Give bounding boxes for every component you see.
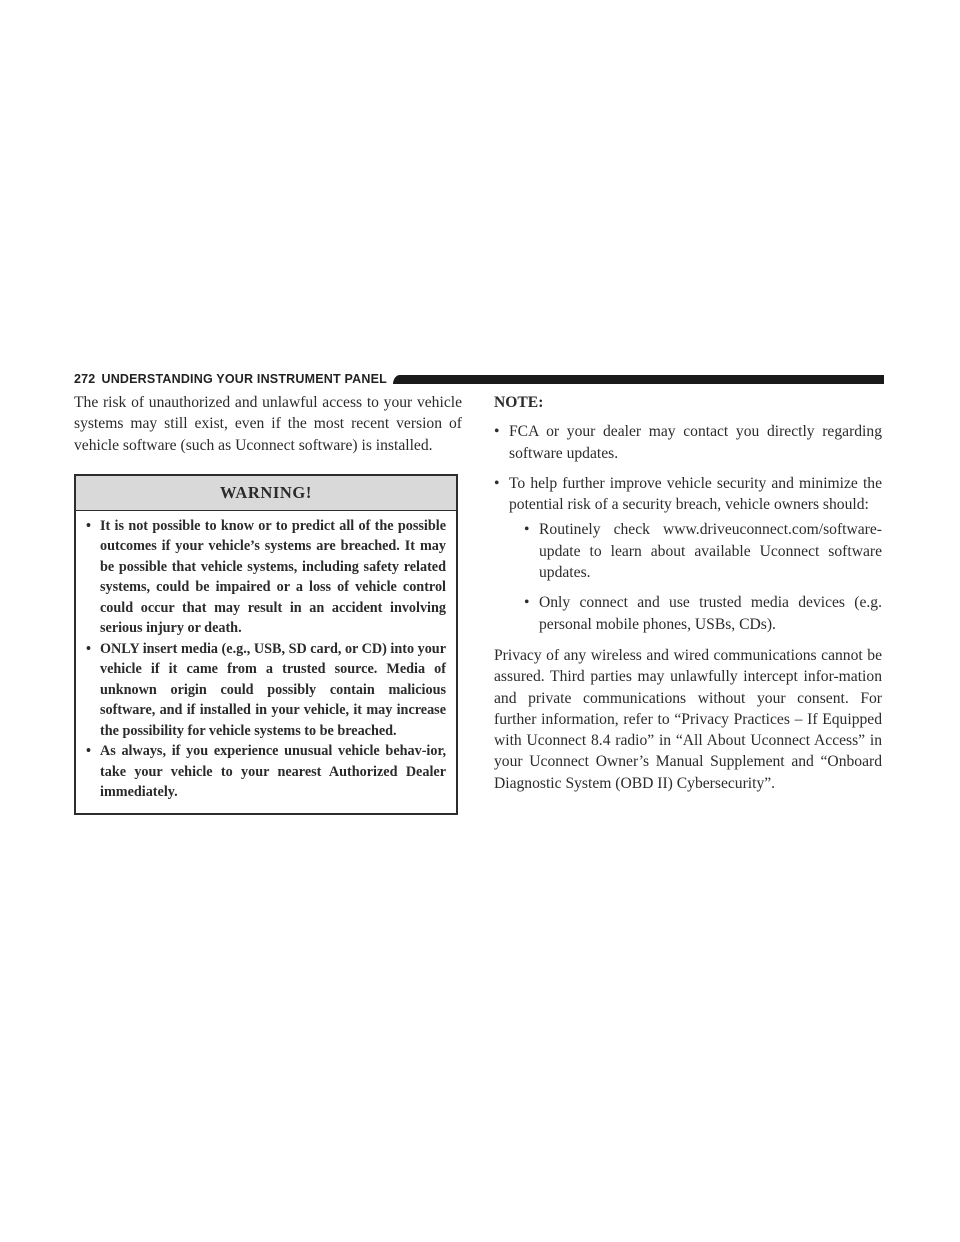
- bullet-icon: •: [86, 743, 91, 760]
- page-number: 272: [74, 372, 96, 386]
- intro-paragraph: The risk of unauthorized and unlawful access to your vehicle systems may still exist, even if the most recent version of vehicle software (such as Uconnect software) is installed.: [74, 394, 462, 454]
- header-rule: [393, 375, 884, 384]
- bullet-icon: •: [86, 517, 91, 534]
- warning-box: [74, 474, 458, 815]
- note-sub-bullet: [524, 592, 882, 635]
- warning-item: [86, 639, 446, 742]
- bullet-icon: •: [524, 521, 530, 539]
- warning-item: [86, 741, 446, 803]
- warning-item-text: ONLY insert media (e.g., USB, SD card, or CD) into your vehicle if it came from a trusted source. Media of unknown origin could possibly contain malicious software, and if installed in your vehicle, it may increase the possibility for vehicle systems to be breached.: [100, 640, 446, 739]
- warning-item: [86, 516, 446, 639]
- note-label: NOTE:: [494, 394, 544, 411]
- warning-item-text: It is not possible to know or to predict all of the possible outcomes if your vehicle’s systems are breached. It may be possible that vehicle systems, including safety related systems, could be impaired or a loss of vehicle control could occur that may result in an accident involving serious injury or death.: [100, 517, 446, 637]
- bullet-icon: •: [494, 423, 500, 441]
- note-sub-bullet-text: Routinely check www.driveuconnect.com/software-update to learn about available Uconnect software updates.: [539, 521, 882, 582]
- left-column: [74, 392, 462, 815]
- warning-item-text: As always, if you experience unusual vehicle behav-ior, take your vehicle to your nearest Authorized Dealer immediately.: [100, 743, 446, 801]
- note-bullet-text: FCA or your dealer may contact you directly regarding software updates.: [509, 423, 882, 462]
- bullet-icon: •: [524, 594, 530, 612]
- note-bullet: [494, 421, 882, 464]
- note-sub-bullet-text: Only connect and use trusted media devices (e.g. personal mobile phones, USBs, CDs).: [539, 594, 882, 633]
- note-bullet: [494, 473, 882, 635]
- section-title: UNDERSTANDING YOUR INSTRUMENT PANEL: [101, 372, 387, 386]
- note-bullet-text: To help further improve vehicle security and minimize the potential risk of a security breach, vehicle owners should:: [509, 474, 882, 514]
- bullet-icon: •: [86, 640, 91, 657]
- privacy-paragraph: Privacy of any wireless and wired communications cannot be assured. Third parties may unlawfully intercept infor-mation and private communications without your consent. For further information, refer to “Privacy Practices – If Equipped with Uconnect 8.4 radio” in “All About Uconnect Access” in your Uconnect Owner’s Manual Supplement and “Onboard Diagnostic System (OBD II) Cybersecurity”.: [494, 646, 882, 792]
- note-sub-bullet: [524, 519, 882, 583]
- warning-heading: WARNING!: [76, 476, 456, 511]
- warning-body: [76, 511, 456, 813]
- bullet-icon: •: [494, 474, 500, 492]
- right-column: [494, 392, 882, 794]
- page-header: [74, 370, 884, 388]
